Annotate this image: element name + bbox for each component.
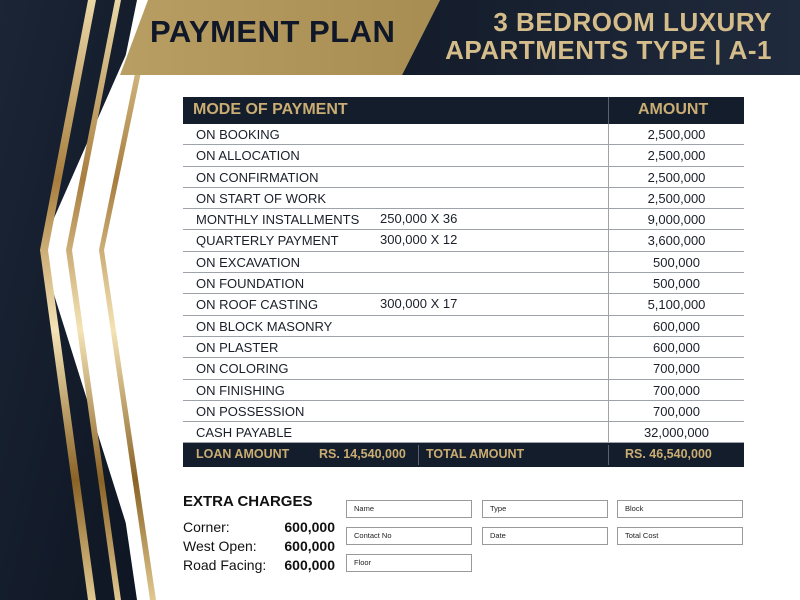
subtitle-line-1: 3 BEDROOM LUXURY: [493, 7, 772, 37]
extra-charge-value: 600,000: [284, 519, 335, 535]
extra-charge-label: Road Facing:: [183, 557, 267, 573]
total-amount-value: RS. 46,540,000: [625, 447, 712, 462]
block-field-label: Block: [625, 504, 644, 513]
row-amount: 600,000: [653, 339, 700, 355]
header-divider: [608, 97, 609, 124]
subtitle-line-2: APARTMENTS TYPE | A-1: [445, 35, 772, 65]
row-label: ON COLORING: [196, 361, 289, 377]
payment-table: [183, 97, 744, 467]
row-label: ON ALLOCATION: [196, 148, 300, 164]
contact-no-field-label: Contact No: [354, 531, 392, 540]
row-amount: 700,000: [653, 403, 700, 419]
row-amount: 2,500,000: [647, 190, 706, 206]
table-row: [183, 230, 744, 251]
loan-amount-label: LOAN AMOUNT: [196, 447, 290, 462]
row-detail: 300,000 X 12: [380, 232, 458, 248]
row-label: ON BOOKING: [196, 127, 280, 142]
extra-charges-title: EXTRA CHARGES: [183, 493, 313, 510]
table-row: [183, 145, 744, 166]
type-field-label: Type: [490, 504, 507, 513]
column-amount: AMOUNT: [638, 101, 709, 118]
row-amount: 500,000: [653, 254, 700, 270]
extra-charge-road-facing: [183, 557, 335, 573]
extra-charge-west-open: [183, 538, 335, 554]
row-label: ON ROOF CASTING: [196, 297, 319, 313]
row-label: ON POSSESSION: [196, 403, 305, 419]
row-amount: 9,000,000: [647, 212, 706, 228]
contact-no-field[interactable]: [346, 527, 472, 545]
page-title: PAYMENT PLAN: [150, 14, 396, 49]
floor-field-label: Floor: [354, 558, 372, 567]
row-label: ON PLASTER: [196, 339, 279, 355]
loan-amount-value: RS. 14,540,000: [319, 447, 406, 462]
extra-charge-label: Corner:: [183, 519, 230, 535]
row-label: ON BLOCK MASONRY: [196, 318, 333, 334]
row-detail: 300,000 X 17: [380, 296, 458, 312]
type-field[interactable]: [482, 500, 608, 518]
row-label: ON CONFIRMATION: [196, 169, 319, 185]
date-field-label: Date: [490, 531, 506, 540]
page-subtitle: [445, 8, 772, 64]
table-row: [183, 358, 744, 379]
extra-charge-label: West Open:: [183, 538, 257, 554]
table-row: [183, 316, 744, 337]
row-amount: 700,000: [653, 361, 700, 377]
row-label: MONTHLY INSTALLMENTS: [196, 212, 360, 228]
name-field-label: Name: [354, 504, 375, 513]
column-mode-of-payment: MODE OF PAYMENT: [193, 101, 348, 118]
row-amount: 2,500,000: [647, 169, 706, 185]
left-decorative-panel: [0, 0, 160, 600]
extra-charge-corner: [183, 519, 335, 535]
row-amount: 2,500,000: [647, 148, 706, 164]
name-field[interactable]: [346, 500, 472, 518]
table-row: [183, 188, 744, 209]
row-label: QUARTERLY PAYMENT: [196, 233, 339, 249]
table-row: [183, 294, 744, 315]
table-footer: [183, 443, 744, 467]
row-amount: 500,000: [653, 276, 700, 292]
total-cost-field[interactable]: [617, 527, 743, 545]
extra-charge-value: 600,000: [284, 557, 335, 573]
table-row: [183, 124, 744, 145]
extra-charge-value: 600,000: [284, 538, 335, 554]
row-label: ON FINISHING: [196, 382, 285, 398]
table-row: [183, 167, 744, 188]
total-cost-field-label: Total Cost: [625, 531, 659, 540]
table-row: [183, 337, 744, 358]
row-label: ON EXCAVATION: [196, 254, 301, 270]
table-row: [183, 273, 744, 294]
footer-divider: [608, 445, 609, 465]
row-amount: 5,100,000: [647, 297, 706, 313]
row-amount: 700,000: [653, 382, 700, 398]
row-amount: 2,500,000: [647, 127, 706, 142]
table-row: [183, 401, 744, 422]
date-field[interactable]: [482, 527, 608, 545]
floor-field[interactable]: [346, 554, 472, 572]
table-row: [183, 422, 744, 443]
row-label: ON FOUNDATION: [196, 276, 305, 292]
row-amount: 3,600,000: [647, 233, 706, 249]
table-row: [183, 380, 744, 401]
table-row: [183, 252, 744, 273]
row-amount: 32,000,000: [643, 425, 710, 441]
row-amount: 600,000: [653, 318, 700, 334]
table-row: [183, 209, 744, 230]
footer-divider: [418, 445, 419, 465]
total-amount-label: TOTAL AMOUNT: [426, 447, 525, 462]
row-label: CASH PAYABLE: [196, 425, 293, 441]
row-detail: 250,000 X 36: [380, 211, 458, 227]
table-header: [183, 97, 744, 124]
row-label: ON START OF WORK: [196, 190, 327, 206]
block-field[interactable]: [617, 500, 743, 518]
